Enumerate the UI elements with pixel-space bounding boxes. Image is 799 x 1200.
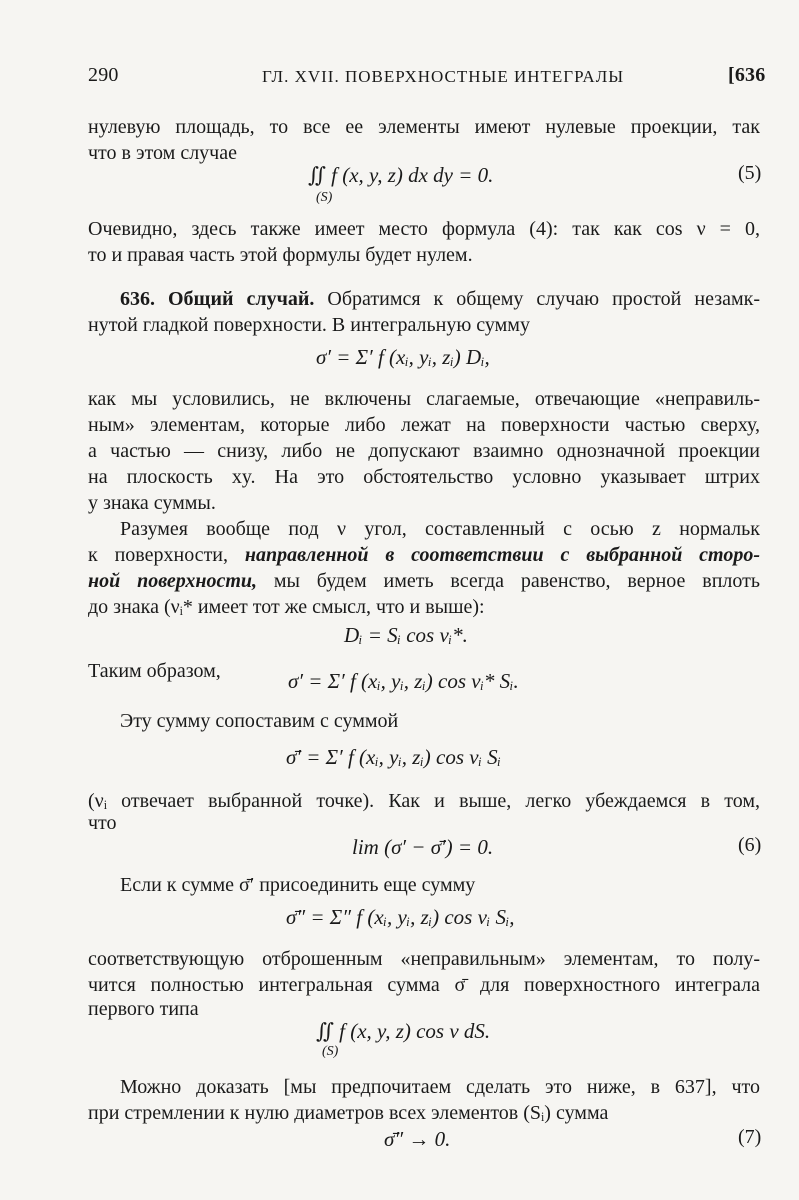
text-line: Очевидно, здесь также имеет место формула (4): так как cos ν = 0,	[88, 218, 760, 240]
text-line: что в этом случае	[88, 142, 237, 164]
text-line: нулевую площадь, то все ее элементы имеют нулевые проекции, так	[88, 116, 760, 138]
formula-5-subscript: (S)	[316, 190, 333, 205]
text-line: Разумея вообще под ν угол, составленный с осью z нормальк	[120, 518, 760, 540]
text-line: чится полностью интегральная сумма σ̄ для поверхностного интеграла	[88, 974, 760, 996]
text-line: у знака суммы.	[88, 492, 216, 514]
text-line: Можно доказать [мы предпочитаем сделать это ниже, в 637], что	[120, 1076, 760, 1098]
section-marker: [636	[728, 64, 766, 86]
text-line-emphasis	[88, 542, 760, 568]
text-line: как мы условились, не включены слагаемые, отвечающие «неправиль-	[88, 388, 760, 410]
text-line: ным» элементам, которые либо лежат на поверхности частью сверху,	[88, 414, 760, 436]
emphasis-text: направленной в соответствии с выбранной сторо-	[244, 544, 761, 566]
formula-5: ∬ f (x, y, z) dx dy = 0.	[308, 163, 494, 187]
text-span: мы будем иметь всегда равенство, верное вплоть	[273, 570, 760, 592]
text-line: соответствующую отброшенным «неправильным» элементам, то полу-	[88, 948, 760, 970]
formula-integral-subscript: (S)	[322, 1044, 339, 1059]
text-line: до знака (νᵢ* имеет тот же смысл, что и выше):	[88, 596, 485, 618]
text-line: при стремлении к нулю диаметров всех элементов (Sᵢ) сумма	[88, 1102, 609, 1124]
formula-D: Dᵢ = Sᵢ cos νᵢ*.	[344, 623, 468, 647]
text-line: нутой гладкой поверхности. В интегральную сумму	[88, 314, 530, 336]
formula-sigma-bar: σ̄′ = Σ′ f (xᵢ, yᵢ, zᵢ) cos νᵢ Sᵢ	[286, 745, 502, 769]
formula-sigma-prime-2: σ′ = Σ′ f (xᵢ, yᵢ, zᵢ) cos νᵢ* Sᵢ.	[288, 669, 519, 693]
text-line: (νᵢ отвечает выбранной точке). Как и выше, легко убеждаемся в том,	[88, 790, 760, 812]
text-line: Таким образом,	[88, 660, 221, 682]
section-636-text: Обратимся к общему случаю простой незамк-	[327, 288, 760, 310]
text-line: Если к сумме σ̄′ присоединить еще сумму	[120, 874, 476, 896]
text-line-emphasis	[88, 568, 760, 594]
formula-sigma-prime: σ′ = Σ′ f (xᵢ, yᵢ, zᵢ) Dᵢ,	[316, 345, 490, 369]
formula-sigma-double-prime: σ̄″ = Σ″ f (xᵢ, yᵢ, zᵢ) cos νᵢ Sᵢ,	[286, 905, 515, 929]
text-line: Эту сумму сопоставим с суммой	[120, 710, 399, 732]
formula-final: σ̄″ → 0.	[384, 1127, 451, 1151]
chapter-title: ГЛ. XVII. ПОВЕРХНОСТНЫЕ ИНТЕГРАЛЫ	[262, 67, 625, 86]
text-line: то и правая часть этой формулы будет нулем.	[88, 244, 473, 266]
formula-limit: lim (σ′ − σ̄′) = 0.	[352, 835, 494, 859]
section-636-title: 636. Общий случай.	[120, 288, 315, 310]
equation-number-7: (7)	[738, 1126, 762, 1148]
equation-number-6: (6)	[738, 834, 762, 856]
text-line: первого типа	[88, 998, 199, 1020]
equation-number-5: (5)	[738, 162, 762, 184]
page-number: 290	[88, 64, 119, 86]
text-line: на плоскость xy. На это обстоятельство условно указывает штрих	[88, 466, 760, 488]
formula-surface-integral: ∬ f (x, y, z) cos ν dS.	[316, 1019, 491, 1043]
text-line: что	[88, 812, 117, 834]
section-636-heading	[88, 286, 760, 312]
text-line: а частью — снизу, либо не допускают взаимно однозначной проекции	[88, 440, 760, 462]
emphasis-text: ной поверхности,	[88, 570, 258, 592]
text-span: к поверхности,	[88, 544, 229, 566]
